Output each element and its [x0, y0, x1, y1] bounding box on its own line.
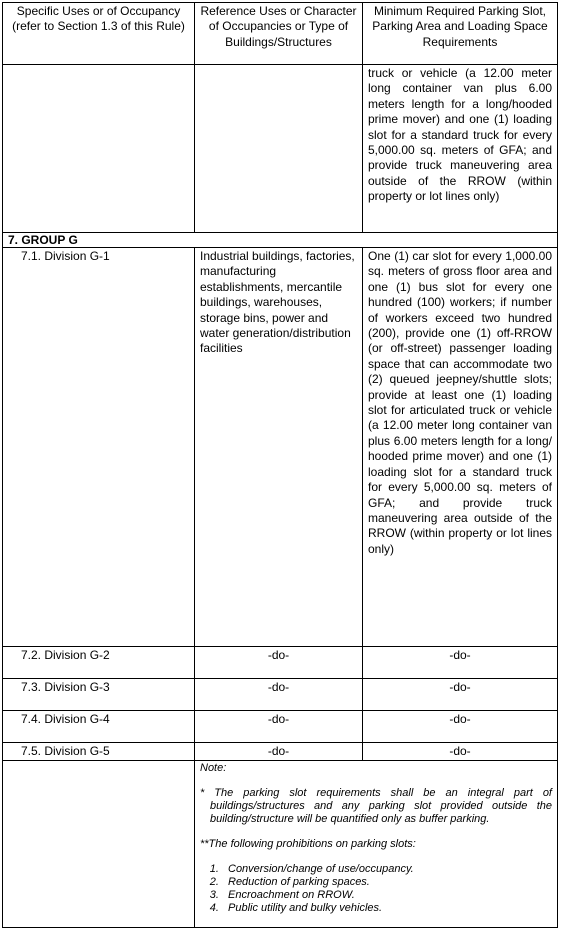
header-specific-uses: Specific Uses or of Occupancy (refer to Section 1.3 of this Rule) — [3, 3, 195, 65]
table-header-row — [3, 3, 558, 65]
division-g1-uses: Industrial buildings, factories, manufacturing establishments, mercantile buildings, warehouses, storage bins, power and water generation/distribution facilities — [195, 248, 363, 647]
list-item: 1. Conversion/change of use/occupancy. — [222, 863, 552, 876]
division-uses-ditto: -do- — [195, 647, 363, 679]
continuation-row — [3, 65, 558, 233]
division-label: 7.5. Division G-5 — [3, 743, 195, 761]
division-g1-row — [3, 248, 558, 647]
division-uses-ditto: -do- — [195, 679, 363, 711]
prohibitions-list — [200, 863, 552, 915]
division-g5-row — [3, 743, 558, 761]
division-g1-label: 7.1. Division G-1 — [3, 248, 195, 647]
list-item: 4. Public utility and bulky vehicles. — [222, 902, 552, 915]
division-requirements-ditto: -do- — [363, 743, 558, 761]
note-row — [3, 761, 558, 928]
division-requirements-ditto: -do- — [363, 711, 558, 743]
parking-requirements-table — [2, 2, 558, 928]
division-uses-ditto: -do- — [195, 711, 363, 743]
division-g3-row — [3, 679, 558, 711]
group-title: 7. GROUP G — [3, 233, 558, 248]
division-g1-requirements: One (1) car slot for every 1,000.00 sq. meters of gross floor area and one (1) bus slot for every one hundred (100) workers; if number of workers exceed two hundred (200), provide one (1) off-RROW (or off-street) passenger loading space that can accommodate two (2) queued jeepney/shuttle slots; provide at least one (1) loading slot for articulated truck or vehicle (a 12.00 meter long container van plus 6.00 meters length for a long/ hooded prime mover) and one (1) loading slot for a standard truck for every 5,000.00 sq. meters of GFA; and provide truck maneuvering area outside of the RROW (within property or lot lines only) — [363, 248, 558, 647]
header-parking-requirements: Minimum Required Parking Slot, Parking Area and Loading Space Requirements — [363, 3, 558, 65]
continuation-requirements: truck or vehicle (a 12.00 meter long container van plus 6.00 meters length for a long/hooded prime mover) and one (1) loading slot for a standard truck for every 5,000.00 sq. meters of GFA; and provide truck maneuvering area outside of the RROW (within property or lot lines only) — [363, 65, 558, 233]
list-item: 2. Reduction of parking spaces. — [222, 876, 552, 889]
note-prohibitions-intro: **The following prohibitions on parking slots: — [200, 838, 416, 851]
division-label: 7.2. Division G-2 — [3, 647, 195, 679]
division-requirements-ditto: -do- — [363, 679, 558, 711]
continuation-empty-1 — [3, 65, 195, 233]
list-item: 3. Encroachment on RROW. — [222, 889, 552, 902]
note-parking-integral: * The parking slot requirements shall be an integral part of buildings/structures and any parking slot provided outside the building/structure will be quantified only as buffer parking. — [200, 787, 552, 826]
note-title: Note: — [200, 762, 227, 775]
division-label: 7.3. Division G-3 — [3, 679, 195, 711]
continuation-empty-2 — [195, 65, 363, 233]
note-cell — [195, 761, 558, 928]
division-uses-ditto: -do- — [195, 743, 363, 761]
division-requirements-ditto: -do- — [363, 647, 558, 679]
note-empty-cell — [3, 761, 195, 928]
division-g2-row — [3, 647, 558, 679]
group-row — [3, 233, 558, 248]
division-g4-row — [3, 711, 558, 743]
header-reference-uses: Reference Uses or Character of Occupancies or Type of Buildings/Structures — [195, 3, 363, 65]
division-label: 7.4. Division G-4 — [3, 711, 195, 743]
